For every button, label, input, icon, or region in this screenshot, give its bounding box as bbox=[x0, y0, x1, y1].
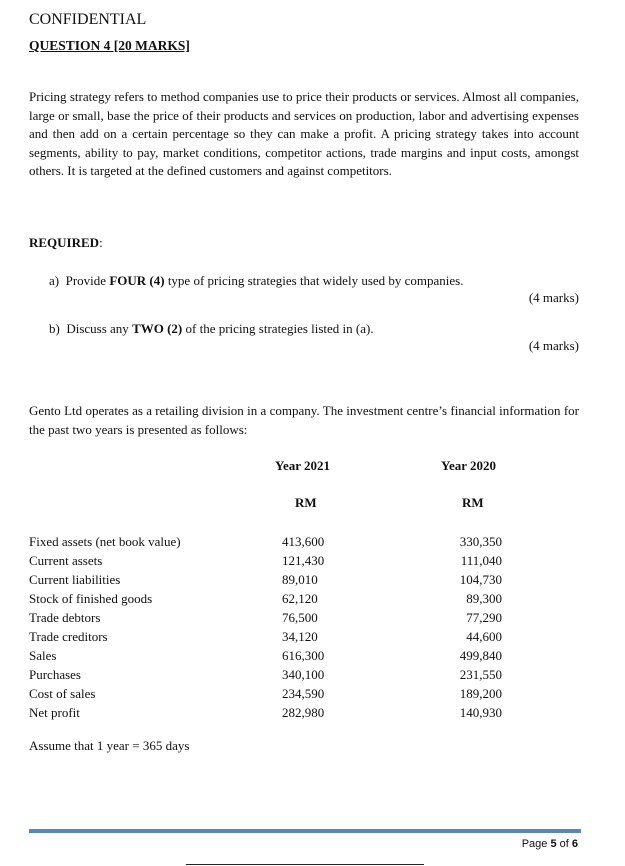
table-row bbox=[29, 665, 549, 684]
question-a-marks: (4 marks) bbox=[528, 290, 579, 305]
value-2021: 234,590 bbox=[282, 686, 325, 701]
row-label: Stock of finished goods bbox=[29, 591, 153, 606]
value-2021: 89,010 bbox=[282, 572, 318, 587]
value-2020: 231,550 bbox=[459, 667, 502, 682]
confidential-label: CONFIDENTIAL bbox=[29, 11, 147, 28]
question-b-marks: (4 marks) bbox=[528, 338, 579, 353]
unit-2020: RM bbox=[462, 495, 484, 510]
value-2021: 413,600 bbox=[282, 534, 325, 549]
value-2020: 499,840 bbox=[459, 648, 502, 663]
table-row bbox=[29, 589, 549, 608]
value-2020: 330,350 bbox=[459, 534, 502, 549]
table-row bbox=[29, 532, 549, 551]
question-title: QUESTION 4 [20 MARKS] bbox=[29, 38, 190, 53]
row-label: Current assets bbox=[29, 553, 103, 568]
question-a: a) Provide FOUR (4) type of pricing strategies that widely used by companies. bbox=[49, 273, 464, 288]
value-2021: 340,100 bbox=[282, 667, 325, 682]
row-label: Trade creditors bbox=[29, 629, 108, 644]
row-label: Trade debtors bbox=[29, 610, 101, 625]
financial-table bbox=[29, 532, 549, 722]
value-2020: 89,300 bbox=[466, 591, 502, 606]
table-row bbox=[29, 703, 549, 722]
value-2020: 111,040 bbox=[460, 553, 502, 568]
assumption-note: Assume that 1 year = 365 days bbox=[29, 738, 190, 753]
row-label: Cost of sales bbox=[29, 686, 96, 701]
value-2021: 76,500 bbox=[282, 610, 318, 625]
footer-divider bbox=[29, 829, 581, 833]
bottom-line bbox=[186, 864, 424, 865]
question-b: b) Discuss any TWO (2) of the pricing strategies listed in (a). bbox=[49, 321, 374, 336]
row-label: Sales bbox=[29, 648, 57, 663]
case-paragraph: Gento Ltd operates as a retailing division in a company. The investment centre’s financial information for the past two years is presented as follows: bbox=[29, 403, 579, 437]
table-row bbox=[29, 608, 549, 627]
row-label: Net profit bbox=[29, 705, 80, 720]
value-2020: 189,200 bbox=[459, 686, 502, 701]
page-number: Page 5 of 6 bbox=[521, 838, 578, 850]
value-2020: 77,290 bbox=[466, 610, 502, 625]
row-label: Purchases bbox=[29, 667, 81, 682]
question-b-label: b) bbox=[49, 321, 60, 336]
table-row bbox=[29, 646, 549, 665]
table-row bbox=[29, 627, 549, 646]
value-2021: 34,120 bbox=[282, 629, 318, 644]
value-2021: 616,300 bbox=[282, 648, 325, 663]
value-2020: 104,730 bbox=[459, 572, 502, 587]
value-2021: 62,120 bbox=[282, 591, 318, 606]
required-heading: REQUIRED: bbox=[29, 235, 103, 250]
table-row bbox=[29, 684, 549, 703]
row-label: Current liabilities bbox=[29, 572, 121, 587]
value-2020: 44,600 bbox=[466, 629, 502, 644]
question-a-label: a) bbox=[49, 273, 60, 288]
value-2021: 282,980 bbox=[282, 705, 325, 720]
unit-2021: RM bbox=[295, 495, 317, 510]
row-label: Fixed assets (net book value) bbox=[29, 534, 181, 549]
table-row bbox=[29, 551, 549, 570]
column-header-2020: Year 2020 bbox=[441, 458, 497, 473]
column-header-2021: Year 2021 bbox=[275, 458, 331, 473]
value-2020: 140,930 bbox=[459, 705, 502, 720]
intro-paragraph: Pricing strategy refers to method companies use to price their products or services. Almost all companies, large or small, base the price of their products and services on production, labor and advertising expenses and then add on a certain percentage so they can make a profit. A pricing strategy takes into account segments, ability to pay, market conditions, competitor actions, trade margins and input costs, amongst others. It is targeted at the defined customers and against competitors. bbox=[29, 89, 579, 179]
table-row bbox=[29, 570, 549, 589]
value-2021: 121,430 bbox=[282, 553, 325, 568]
